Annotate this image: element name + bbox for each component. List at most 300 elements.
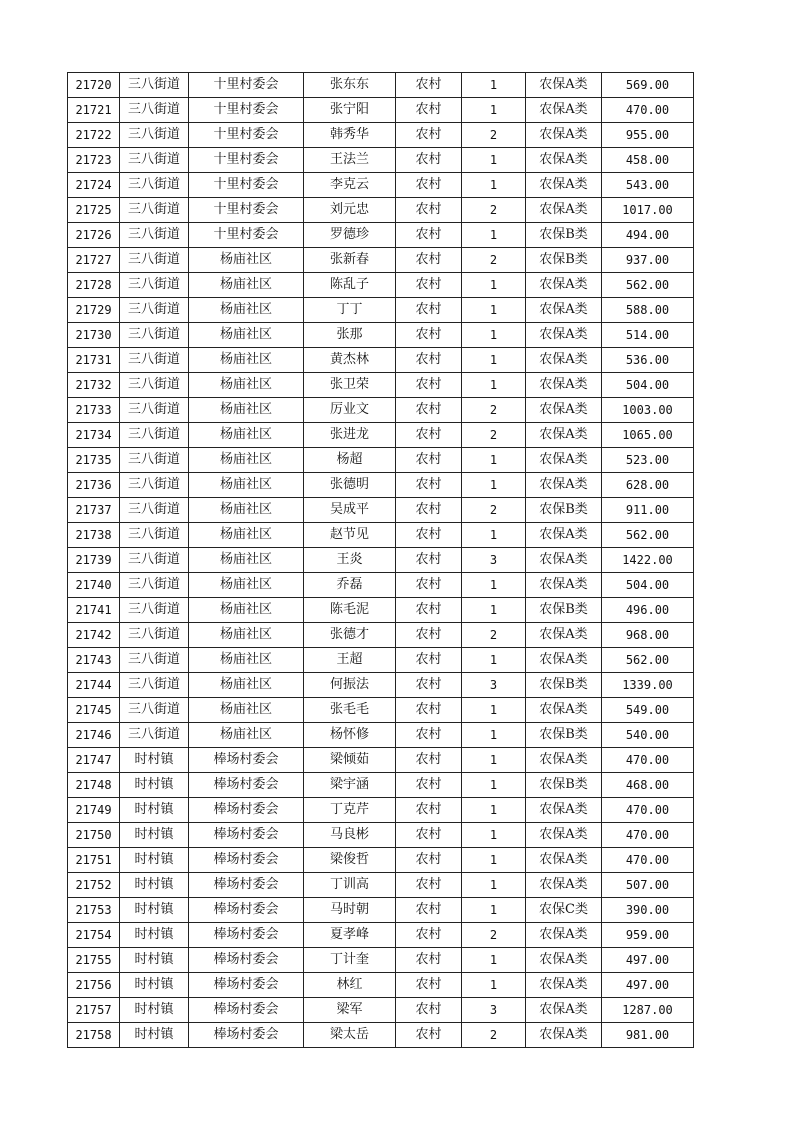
type-cell: 农村 <box>396 648 462 673</box>
street-cell: 三八街道 <box>120 248 189 273</box>
count-cell: 3 <box>462 673 526 698</box>
type-cell: 农村 <box>396 798 462 823</box>
name-cell: 马时朝 <box>304 898 396 923</box>
name-cell: 王炎 <box>304 548 396 573</box>
community-cell: 棒场村委会 <box>189 773 304 798</box>
name-cell: 梁太岳 <box>304 1023 396 1048</box>
table-row <box>68 1023 694 1048</box>
type-cell: 农村 <box>396 1023 462 1048</box>
count-cell: 2 <box>462 623 526 648</box>
name-cell: 张卫荣 <box>304 373 396 398</box>
name-cell: 梁俊哲 <box>304 848 396 873</box>
category-cell: 农保A类 <box>526 548 602 573</box>
id-cell: 21756 <box>68 973 120 998</box>
community-cell: 棒场村委会 <box>189 923 304 948</box>
id-cell: 21734 <box>68 423 120 448</box>
street-cell: 三八街道 <box>120 448 189 473</box>
street-cell: 时村镇 <box>120 873 189 898</box>
table-row <box>68 473 694 498</box>
count-cell: 1 <box>462 648 526 673</box>
id-cell: 21741 <box>68 598 120 623</box>
amount-cell: 955.00 <box>602 123 694 148</box>
id-cell: 21737 <box>68 498 120 523</box>
count-cell: 1 <box>462 973 526 998</box>
table-row <box>68 998 694 1023</box>
id-cell: 21725 <box>68 198 120 223</box>
table-row <box>68 923 694 948</box>
id-cell: 21727 <box>68 248 120 273</box>
amount-cell: 458.00 <box>602 148 694 173</box>
type-cell: 农村 <box>396 198 462 223</box>
type-cell: 农村 <box>396 973 462 998</box>
name-cell: 张德明 <box>304 473 396 498</box>
street-cell: 三八街道 <box>120 423 189 448</box>
street-cell: 时村镇 <box>120 748 189 773</box>
community-cell: 杨庙社区 <box>189 373 304 398</box>
type-cell: 农村 <box>396 398 462 423</box>
amount-cell: 628.00 <box>602 473 694 498</box>
category-cell: 农保B类 <box>526 498 602 523</box>
type-cell: 农村 <box>396 248 462 273</box>
community-cell: 杨庙社区 <box>189 598 304 623</box>
community-cell: 杨庙社区 <box>189 348 304 373</box>
community-cell: 杨庙社区 <box>189 523 304 548</box>
street-cell: 三八街道 <box>120 598 189 623</box>
amount-cell: 1017.00 <box>602 198 694 223</box>
count-cell: 1 <box>462 323 526 348</box>
count-cell: 1 <box>462 523 526 548</box>
type-cell: 农村 <box>396 748 462 773</box>
id-cell: 21720 <box>68 73 120 98</box>
community-cell: 棒场村委会 <box>189 948 304 973</box>
table-row <box>68 973 694 998</box>
id-cell: 21751 <box>68 848 120 873</box>
street-cell: 三八街道 <box>120 573 189 598</box>
type-cell: 农村 <box>396 473 462 498</box>
category-cell: 农保A类 <box>526 448 602 473</box>
street-cell: 三八街道 <box>120 223 189 248</box>
amount-cell: 1003.00 <box>602 398 694 423</box>
community-cell: 杨庙社区 <box>189 498 304 523</box>
table-row <box>68 873 694 898</box>
type-cell: 农村 <box>396 123 462 148</box>
type-cell: 农村 <box>396 548 462 573</box>
street-cell: 三八街道 <box>120 548 189 573</box>
street-cell: 三八街道 <box>120 723 189 748</box>
street-cell: 时村镇 <box>120 823 189 848</box>
category-cell: 农保A类 <box>526 73 602 98</box>
name-cell: 罗德珍 <box>304 223 396 248</box>
community-cell: 棒场村委会 <box>189 748 304 773</box>
table-row <box>68 773 694 798</box>
name-cell: 丁计奎 <box>304 948 396 973</box>
street-cell: 时村镇 <box>120 948 189 973</box>
name-cell: 丁克芹 <box>304 798 396 823</box>
type-cell: 农村 <box>396 998 462 1023</box>
street-cell: 三八街道 <box>120 298 189 323</box>
table-row <box>68 648 694 673</box>
data-table <box>67 72 694 1048</box>
street-cell: 三八街道 <box>120 123 189 148</box>
name-cell: 丁丁 <box>304 298 396 323</box>
community-cell: 杨庙社区 <box>189 673 304 698</box>
count-cell: 1 <box>462 698 526 723</box>
category-cell: 农保A类 <box>526 698 602 723</box>
table-row <box>68 723 694 748</box>
street-cell: 三八街道 <box>120 273 189 298</box>
street-cell: 三八街道 <box>120 148 189 173</box>
id-cell: 21752 <box>68 873 120 898</box>
community-cell: 杨庙社区 <box>189 448 304 473</box>
id-cell: 21723 <box>68 148 120 173</box>
table-row <box>68 398 694 423</box>
community-cell: 棒场村委会 <box>189 848 304 873</box>
name-cell: 梁倾茹 <box>304 748 396 773</box>
amount-cell: 497.00 <box>602 948 694 973</box>
name-cell: 王超 <box>304 648 396 673</box>
name-cell: 张那 <box>304 323 396 348</box>
type-cell: 农村 <box>396 73 462 98</box>
type-cell: 农村 <box>396 423 462 448</box>
id-cell: 21726 <box>68 223 120 248</box>
category-cell: 农保B类 <box>526 248 602 273</box>
community-cell: 十里村委会 <box>189 198 304 223</box>
category-cell: 农保B类 <box>526 723 602 748</box>
table-row <box>68 898 694 923</box>
count-cell: 1 <box>462 173 526 198</box>
table-row <box>68 148 694 173</box>
street-cell: 三八街道 <box>120 673 189 698</box>
community-cell: 杨庙社区 <box>189 398 304 423</box>
id-cell: 21735 <box>68 448 120 473</box>
amount-cell: 523.00 <box>602 448 694 473</box>
id-cell: 21745 <box>68 698 120 723</box>
name-cell: 夏孝峰 <box>304 923 396 948</box>
type-cell: 农村 <box>396 298 462 323</box>
type-cell: 农村 <box>396 323 462 348</box>
community-cell: 杨庙社区 <box>189 248 304 273</box>
id-cell: 21742 <box>68 623 120 648</box>
table-row <box>68 248 694 273</box>
table-row <box>68 698 694 723</box>
category-cell: 农保A类 <box>526 198 602 223</box>
community-cell: 十里村委会 <box>189 173 304 198</box>
street-cell: 三八街道 <box>120 348 189 373</box>
count-cell: 1 <box>462 148 526 173</box>
type-cell: 农村 <box>396 848 462 873</box>
table-row <box>68 223 694 248</box>
count-cell: 1 <box>462 898 526 923</box>
table-body <box>68 73 694 1048</box>
amount-cell: 562.00 <box>602 273 694 298</box>
community-cell: 十里村委会 <box>189 73 304 98</box>
category-cell: 农保A类 <box>526 423 602 448</box>
count-cell: 1 <box>462 223 526 248</box>
table-row <box>68 373 694 398</box>
amount-cell: 1287.00 <box>602 998 694 1023</box>
id-cell: 21738 <box>68 523 120 548</box>
community-cell: 十里村委会 <box>189 98 304 123</box>
table-row <box>68 323 694 348</box>
street-cell: 三八街道 <box>120 398 189 423</box>
category-cell: 农保A类 <box>526 1023 602 1048</box>
name-cell: 黄杰林 <box>304 348 396 373</box>
id-cell: 21739 <box>68 548 120 573</box>
category-cell: 农保A类 <box>526 798 602 823</box>
id-cell: 21749 <box>68 798 120 823</box>
street-cell: 时村镇 <box>120 998 189 1023</box>
type-cell: 农村 <box>396 373 462 398</box>
amount-cell: 588.00 <box>602 298 694 323</box>
table-row <box>68 823 694 848</box>
amount-cell: 981.00 <box>602 1023 694 1048</box>
count-cell: 1 <box>462 348 526 373</box>
id-cell: 21731 <box>68 348 120 373</box>
count-cell: 1 <box>462 748 526 773</box>
table-row <box>68 848 694 873</box>
category-cell: 农保A类 <box>526 173 602 198</box>
name-cell: 韩秀华 <box>304 123 396 148</box>
street-cell: 三八街道 <box>120 698 189 723</box>
count-cell: 2 <box>462 198 526 223</box>
category-cell: 农保A类 <box>526 298 602 323</box>
type-cell: 农村 <box>396 273 462 298</box>
type-cell: 农村 <box>396 223 462 248</box>
count-cell: 1 <box>462 723 526 748</box>
count-cell: 1 <box>462 948 526 973</box>
table-row <box>68 623 694 648</box>
count-cell: 1 <box>462 373 526 398</box>
table-row <box>68 798 694 823</box>
category-cell: 农保A类 <box>526 848 602 873</box>
category-cell: 农保A类 <box>526 373 602 398</box>
community-cell: 十里村委会 <box>189 148 304 173</box>
name-cell: 丁训高 <box>304 873 396 898</box>
type-cell: 农村 <box>396 948 462 973</box>
type-cell: 农村 <box>396 98 462 123</box>
count-cell: 1 <box>462 848 526 873</box>
name-cell: 梁军 <box>304 998 396 1023</box>
id-cell: 21721 <box>68 98 120 123</box>
amount-cell: 562.00 <box>602 523 694 548</box>
street-cell: 时村镇 <box>120 1023 189 1048</box>
community-cell: 棒场村委会 <box>189 823 304 848</box>
type-cell: 农村 <box>396 498 462 523</box>
name-cell: 何振法 <box>304 673 396 698</box>
category-cell: 农保A类 <box>526 148 602 173</box>
id-cell: 21758 <box>68 1023 120 1048</box>
name-cell: 林红 <box>304 973 396 998</box>
name-cell: 张宁阳 <box>304 98 396 123</box>
street-cell: 三八街道 <box>120 523 189 548</box>
amount-cell: 569.00 <box>602 73 694 98</box>
id-cell: 21755 <box>68 948 120 973</box>
category-cell: 农保A类 <box>526 123 602 148</box>
category-cell: 农保B类 <box>526 598 602 623</box>
community-cell: 杨庙社区 <box>189 323 304 348</box>
count-cell: 2 <box>462 248 526 273</box>
table-row <box>68 173 694 198</box>
community-cell: 杨庙社区 <box>189 698 304 723</box>
name-cell: 梁宇涵 <box>304 773 396 798</box>
count-cell: 2 <box>462 923 526 948</box>
community-cell: 杨庙社区 <box>189 473 304 498</box>
table-row <box>68 123 694 148</box>
street-cell: 时村镇 <box>120 898 189 923</box>
category-cell: 农保A类 <box>526 648 602 673</box>
street-cell: 三八街道 <box>120 173 189 198</box>
type-cell: 农村 <box>396 573 462 598</box>
count-cell: 3 <box>462 548 526 573</box>
community-cell: 杨庙社区 <box>189 623 304 648</box>
amount-cell: 968.00 <box>602 623 694 648</box>
amount-cell: 937.00 <box>602 248 694 273</box>
type-cell: 农村 <box>396 148 462 173</box>
category-cell: 农保A类 <box>526 323 602 348</box>
street-cell: 时村镇 <box>120 973 189 998</box>
street-cell: 时村镇 <box>120 848 189 873</box>
id-cell: 21757 <box>68 998 120 1023</box>
id-cell: 21733 <box>68 398 120 423</box>
id-cell: 21730 <box>68 323 120 348</box>
count-cell: 2 <box>462 398 526 423</box>
community-cell: 十里村委会 <box>189 123 304 148</box>
amount-cell: 470.00 <box>602 798 694 823</box>
name-cell: 陈毛泥 <box>304 598 396 623</box>
street-cell: 时村镇 <box>120 798 189 823</box>
amount-cell: 494.00 <box>602 223 694 248</box>
count-cell: 3 <box>462 998 526 1023</box>
id-cell: 21744 <box>68 673 120 698</box>
type-cell: 农村 <box>396 823 462 848</box>
category-cell: 农保A类 <box>526 623 602 648</box>
category-cell: 农保A类 <box>526 273 602 298</box>
count-cell: 1 <box>462 873 526 898</box>
amount-cell: 470.00 <box>602 98 694 123</box>
type-cell: 农村 <box>396 873 462 898</box>
name-cell: 张毛毛 <box>304 698 396 723</box>
count-cell: 1 <box>462 573 526 598</box>
community-cell: 杨庙社区 <box>189 423 304 448</box>
name-cell: 刘元忠 <box>304 198 396 223</box>
category-cell: 农保A类 <box>526 923 602 948</box>
community-cell: 杨庙社区 <box>189 548 304 573</box>
amount-cell: 1065.00 <box>602 423 694 448</box>
community-cell: 杨庙社区 <box>189 723 304 748</box>
count-cell: 2 <box>462 123 526 148</box>
type-cell: 农村 <box>396 923 462 948</box>
community-cell: 棒场村委会 <box>189 798 304 823</box>
count-cell: 1 <box>462 798 526 823</box>
category-cell: 农保A类 <box>526 948 602 973</box>
community-cell: 棒场村委会 <box>189 898 304 923</box>
category-cell: 农保A类 <box>526 98 602 123</box>
type-cell: 农村 <box>396 523 462 548</box>
id-cell: 21754 <box>68 923 120 948</box>
count-cell: 1 <box>462 823 526 848</box>
count-cell: 2 <box>462 498 526 523</box>
community-cell: 杨庙社区 <box>189 573 304 598</box>
amount-cell: 911.00 <box>602 498 694 523</box>
category-cell: 农保A类 <box>526 348 602 373</box>
id-cell: 21746 <box>68 723 120 748</box>
name-cell: 吴成平 <box>304 498 396 523</box>
id-cell: 21743 <box>68 648 120 673</box>
amount-cell: 390.00 <box>602 898 694 923</box>
type-cell: 农村 <box>396 598 462 623</box>
type-cell: 农村 <box>396 623 462 648</box>
id-cell: 21732 <box>68 373 120 398</box>
name-cell: 赵节见 <box>304 523 396 548</box>
table-row <box>68 198 694 223</box>
id-cell: 21729 <box>68 298 120 323</box>
name-cell: 陈乱子 <box>304 273 396 298</box>
count-cell: 1 <box>462 448 526 473</box>
category-cell: 农保A类 <box>526 523 602 548</box>
id-cell: 21748 <box>68 773 120 798</box>
street-cell: 时村镇 <box>120 773 189 798</box>
count-cell: 1 <box>462 473 526 498</box>
community-cell: 棒场村委会 <box>189 998 304 1023</box>
table-row <box>68 73 694 98</box>
table-row <box>68 748 694 773</box>
type-cell: 农村 <box>396 448 462 473</box>
table-row <box>68 348 694 373</box>
category-cell: 农保A类 <box>526 573 602 598</box>
count-cell: 2 <box>462 1023 526 1048</box>
amount-cell: 543.00 <box>602 173 694 198</box>
table-row <box>68 298 694 323</box>
street-cell: 三八街道 <box>120 473 189 498</box>
name-cell: 张新春 <box>304 248 396 273</box>
amount-cell: 507.00 <box>602 873 694 898</box>
name-cell: 杨超 <box>304 448 396 473</box>
category-cell: 农保A类 <box>526 873 602 898</box>
type-cell: 农村 <box>396 773 462 798</box>
count-cell: 1 <box>462 298 526 323</box>
community-cell: 棒场村委会 <box>189 973 304 998</box>
table-row <box>68 498 694 523</box>
name-cell: 厉业文 <box>304 398 396 423</box>
type-cell: 农村 <box>396 698 462 723</box>
amount-cell: 540.00 <box>602 723 694 748</box>
count-cell: 1 <box>462 98 526 123</box>
type-cell: 农村 <box>396 673 462 698</box>
community-cell: 杨庙社区 <box>189 273 304 298</box>
id-cell: 21753 <box>68 898 120 923</box>
id-cell: 21728 <box>68 273 120 298</box>
table-row <box>68 98 694 123</box>
street-cell: 三八街道 <box>120 623 189 648</box>
id-cell: 21750 <box>68 823 120 848</box>
street-cell: 时村镇 <box>120 923 189 948</box>
amount-cell: 470.00 <box>602 823 694 848</box>
count-cell: 1 <box>462 273 526 298</box>
name-cell: 杨怀修 <box>304 723 396 748</box>
amount-cell: 470.00 <box>602 848 694 873</box>
table-row <box>68 573 694 598</box>
amount-cell: 497.00 <box>602 973 694 998</box>
amount-cell: 470.00 <box>602 748 694 773</box>
street-cell: 三八街道 <box>120 498 189 523</box>
table-row <box>68 948 694 973</box>
community-cell: 杨庙社区 <box>189 648 304 673</box>
amount-cell: 514.00 <box>602 323 694 348</box>
street-cell: 三八街道 <box>120 98 189 123</box>
street-cell: 三八街道 <box>120 648 189 673</box>
id-cell: 21740 <box>68 573 120 598</box>
type-cell: 农村 <box>396 898 462 923</box>
